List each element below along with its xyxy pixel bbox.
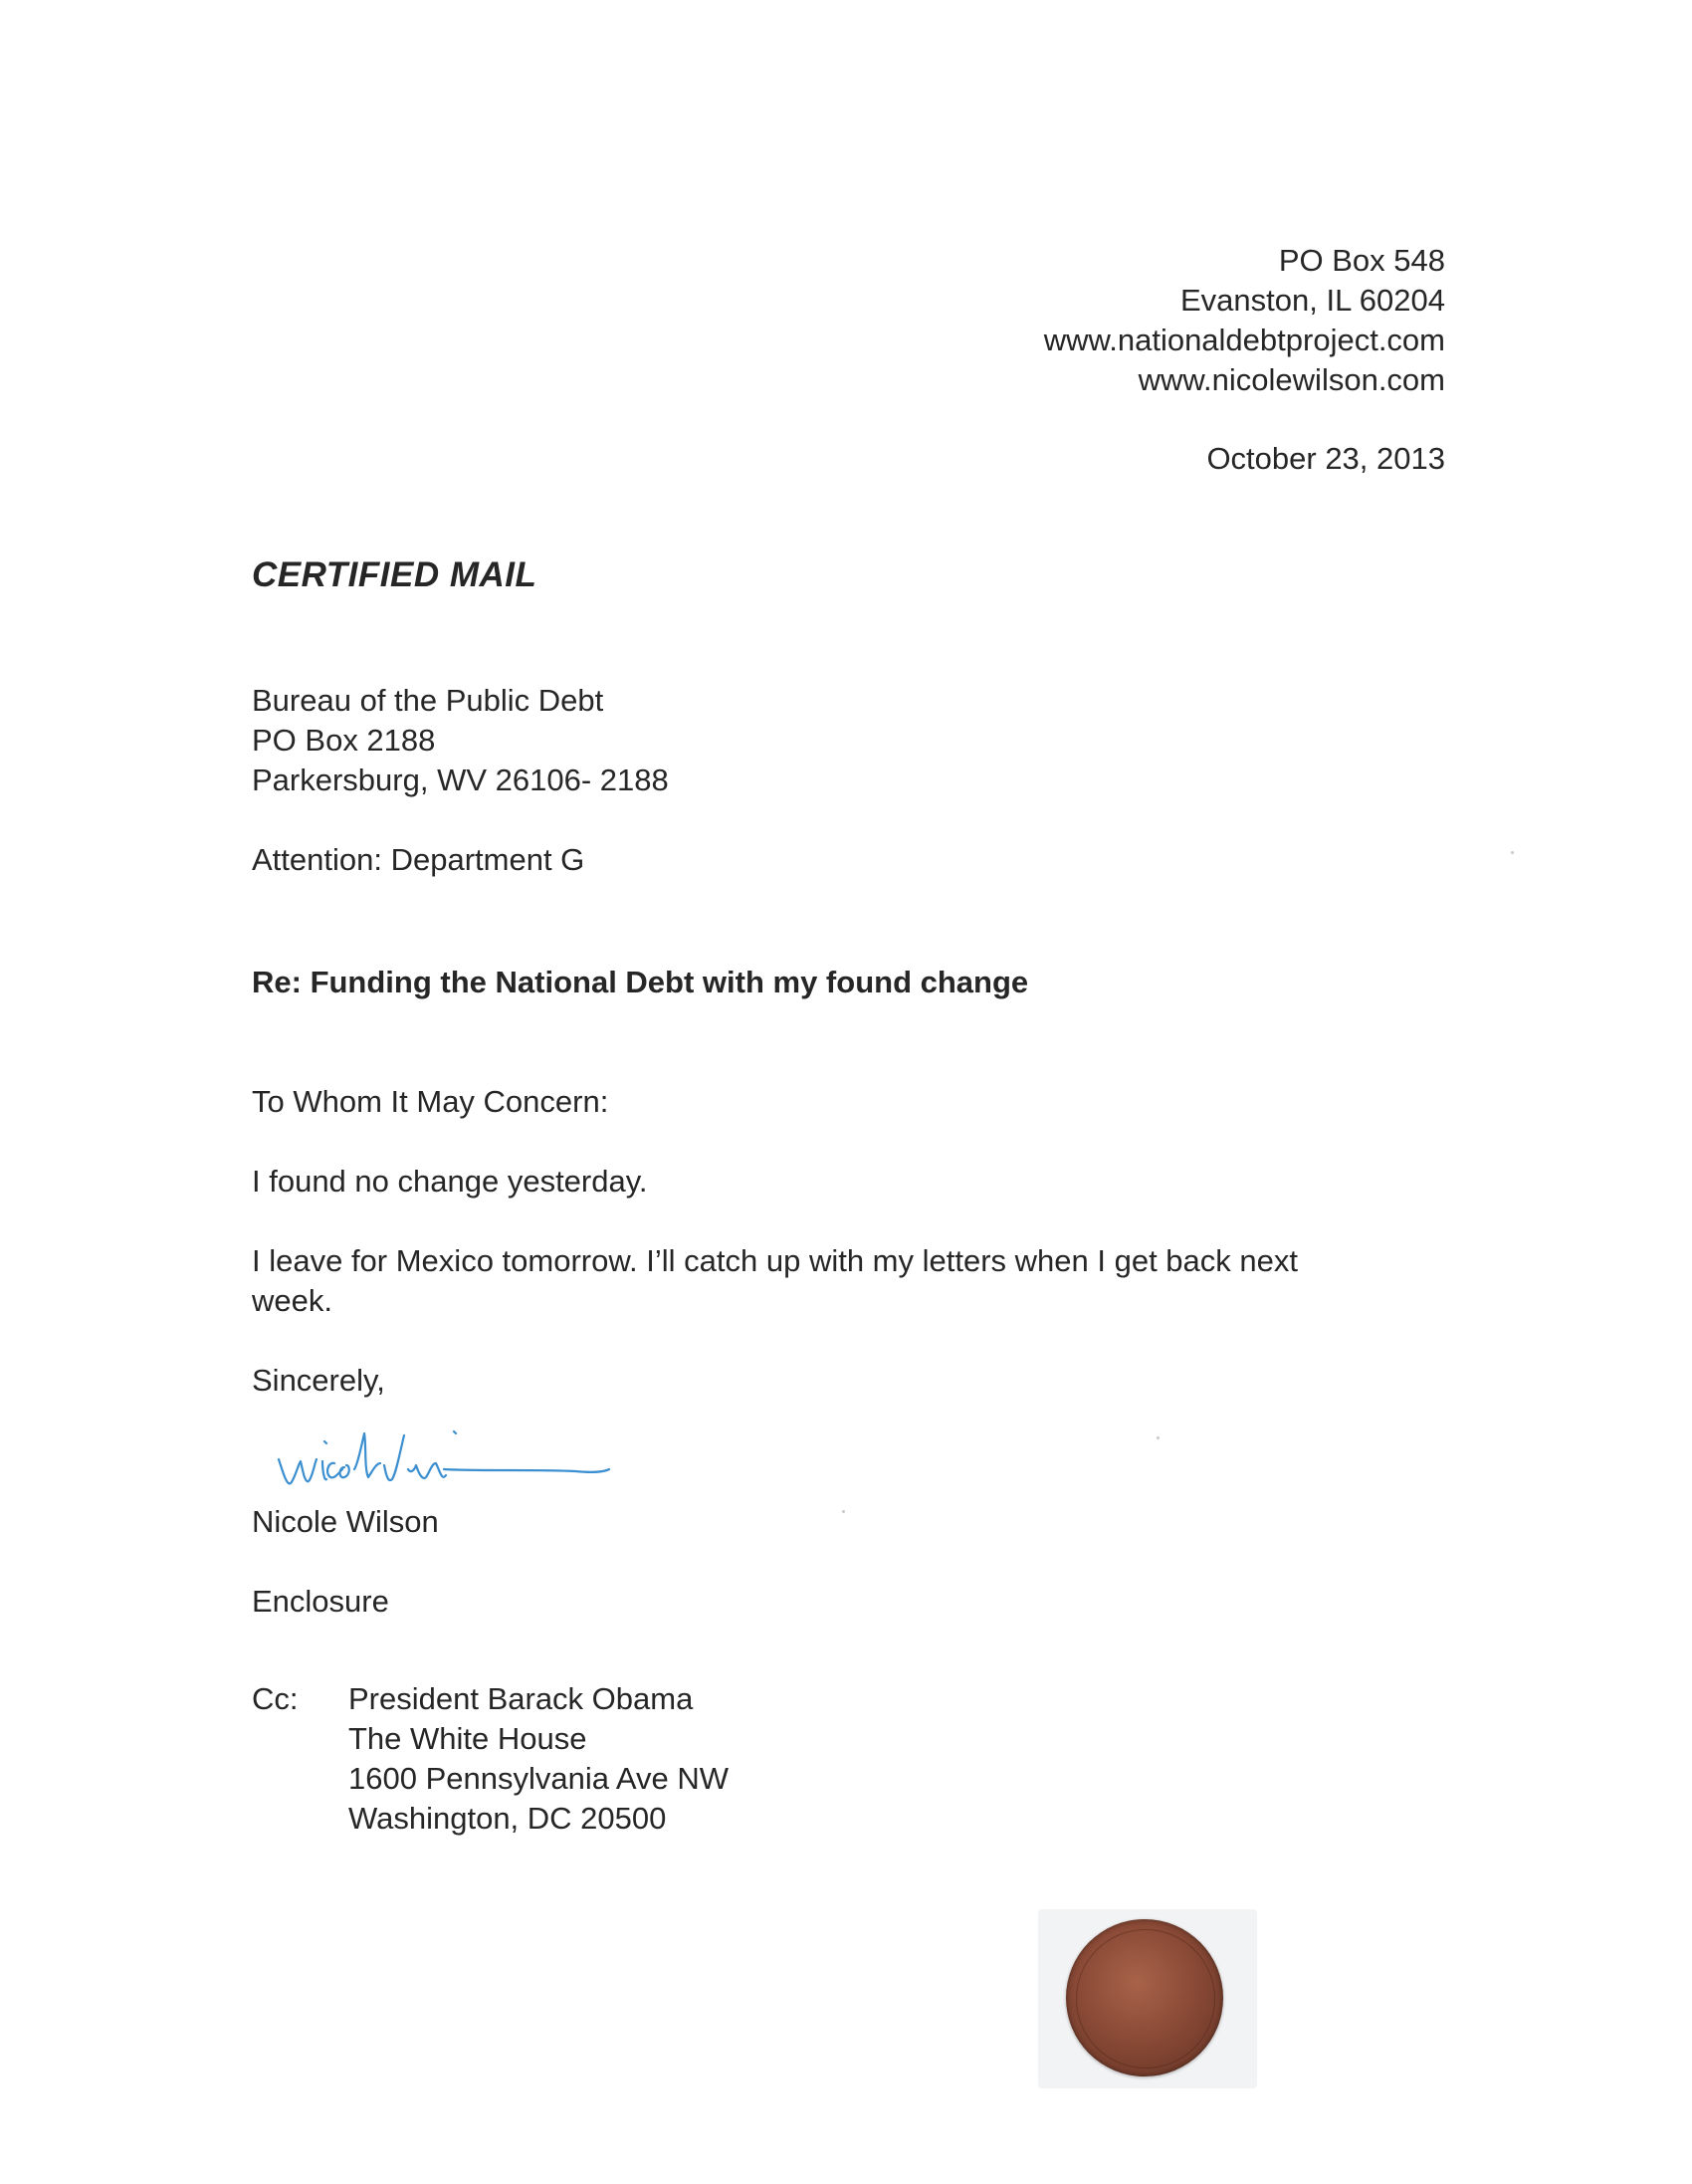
subject-line: Re: Funding the National Debt with my found change [252,965,1029,999]
enclosure-note: Enclosure [252,1584,389,1619]
cc-address [348,1679,729,1839]
signer-name: Nicole Wilson [252,1504,439,1539]
sender-address [1044,241,1445,400]
body-paragraph-line: I leave for Mexico tomorrow. I’ll catch up with my letters when I get back next [252,1243,1298,1278]
letter-date: October 23, 2013 [1206,441,1445,476]
cc-line: President Barack Obama [348,1681,694,1716]
recipient-line: Parkersburg, WV 26106- 2188 [252,763,669,797]
scan-speck [1157,1436,1160,1439]
penny-rim [1076,1929,1215,2069]
tape-strip [1038,1909,1257,2088]
sender-address-line: Evanston, IL 60204 [1180,283,1445,318]
body-paragraph: I found no change yesterday. [252,1164,648,1199]
cc-line: 1600 Pennsylvania Ave NW [348,1761,729,1796]
body-paragraph [252,1241,1406,1321]
closing: Sincerely, [252,1363,385,1398]
certified-mail-heading: CERTIFIED MAIL [252,555,537,594]
penny-icon [1066,1919,1223,2076]
scan-speck [1511,851,1514,854]
sender-address-line: PO Box 548 [1278,243,1445,278]
sender-website-line: www.nicolewilson.com [1138,362,1445,397]
salutation: To Whom It May Concern: [252,1084,609,1119]
recipient-line: PO Box 2188 [252,723,436,758]
cc-line: The White House [348,1721,587,1756]
scan-speck [842,1510,845,1513]
recipient-address [252,681,669,800]
sender-website-line: www.nationaldebtproject.com [1043,323,1445,357]
attention-line: Attention: Department G [252,842,585,877]
cc-label: Cc: [252,1681,299,1716]
cc-line: Washington, DC 20500 [348,1801,667,1836]
body-paragraph-line: week. [252,1283,332,1318]
recipient-line: Bureau of the Public Debt [252,683,604,718]
